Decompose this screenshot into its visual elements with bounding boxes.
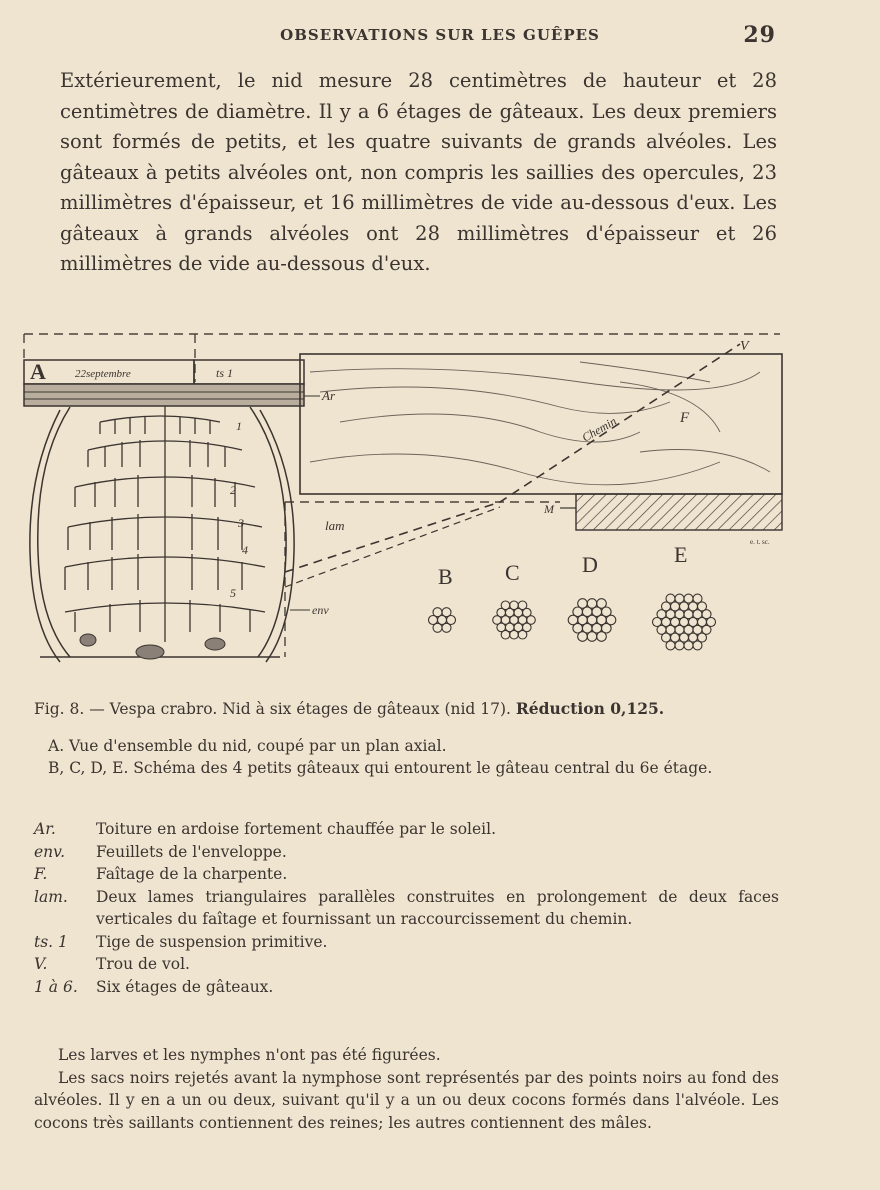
- comb-schematic-b: [429, 608, 456, 633]
- paragraph-text: Extérieurement, le nid mesure 28 centimètres de hauteur et 28 centimètres de diamètre. Il y a 6 étages de gâteaux. Les deux premiers sont formés de petits, et les quatre suivants de grands alvéoles. Les gâteaux à petits alvéoles ont, non compris les saillies des opercules, 23 millimètres d'épaisseur, et 16 millimètres de vide au-dessous d'eux. Les gâteaux à grands alvéoles ont 28 millimètres d'épaisseur et 26 millimètres de vide au-dessous d'eux.: [60, 69, 777, 275]
- legend-row: [34, 976, 779, 999]
- label-E: E: [674, 542, 688, 567]
- label-box-a: [24, 360, 304, 384]
- hatched-support: [576, 494, 782, 530]
- comb-cell: [510, 601, 519, 610]
- comb-cell: [587, 599, 597, 609]
- comb-schematic-c: [493, 601, 536, 639]
- nest-envelope: [30, 407, 294, 662]
- beam-faitage: [300, 354, 782, 494]
- legend-desc: Six étages de gâteaux.: [96, 977, 274, 996]
- tier-number-5: 5: [230, 586, 236, 600]
- label-B: B: [438, 564, 453, 589]
- legend-row: [34, 886, 779, 931]
- pendant-cells: [80, 634, 225, 659]
- label-A: A: [30, 359, 46, 384]
- label-scale: e. t. sc.: [750, 538, 770, 546]
- label-chemin: Chemin: [579, 413, 619, 445]
- label-date: 22septembre: [75, 368, 131, 380]
- figure-caption: [34, 698, 779, 720]
- nest-diagram-svg: [20, 322, 790, 674]
- tier-number-2: 2: [230, 483, 236, 497]
- figure-notes: [34, 1044, 779, 1134]
- label-ts1: ts 1: [216, 366, 234, 380]
- label-f: F: [680, 410, 690, 426]
- caption-species: Vespa crabro.: [109, 700, 218, 718]
- legend-abbr: F.: [34, 865, 48, 883]
- comb-schematic-d: [568, 599, 616, 642]
- label-m: M: [544, 502, 554, 516]
- legend-desc: Faîtage de la charpente.: [96, 865, 288, 883]
- caption-fig-label: Fig. 8. —: [34, 700, 105, 718]
- caption-reduction: Réduction 0,125.: [515, 699, 665, 718]
- legend-desc: Trou de vol.: [96, 955, 190, 973]
- figure-nest-diagram: [20, 322, 790, 674]
- figure-legend: [34, 818, 779, 998]
- combs: [65, 406, 265, 642]
- running-head: [0, 22, 880, 48]
- label-C: C: [505, 560, 520, 585]
- roof-slab: [24, 384, 304, 406]
- label-lam: lam: [325, 518, 345, 533]
- comb-cell: [675, 594, 684, 603]
- note-paragraph: Les larves et les nymphes n'ont pas été figurées.: [58, 1046, 441, 1064]
- comb-cell: [684, 594, 693, 603]
- legend-desc: Deux lames triangulaires parallèles construites en prolongement de deux faces verticales du faîtage et fournissant un raccourcissement du chemin.: [96, 887, 779, 928]
- comb-cell: [510, 630, 519, 639]
- sublist-item: A. Vue d'ensemble du nid, coupé par un plan axial.: [48, 737, 447, 755]
- caption-text: Nid à six étages de gâteaux (nid 17).: [222, 700, 511, 718]
- legend-row: [34, 841, 779, 864]
- legend-row: [34, 931, 779, 954]
- legend-row: [34, 818, 779, 841]
- comb-cell: [518, 630, 527, 639]
- chemin-path: [285, 344, 740, 572]
- comb-cell: [587, 632, 597, 642]
- label-v: V: [740, 339, 749, 354]
- comb-cell: [442, 623, 451, 632]
- page-number: 29: [743, 22, 776, 48]
- legend-desc: Tige de suspension primitive.: [96, 932, 328, 951]
- caption-sublist: [48, 736, 778, 779]
- legend-abbr: lam.: [34, 887, 68, 906]
- legend-abbr: Ar.: [34, 820, 56, 838]
- comb-cell: [684, 641, 693, 650]
- legend-abbr: 1 à 6.: [34, 977, 78, 996]
- comb-cell: [662, 602, 671, 611]
- label-ar: Ar: [322, 388, 335, 403]
- comb-cell: [675, 641, 684, 650]
- comb-cell: [429, 616, 438, 625]
- sublist-item: B, C, D, E. Schéma des 4 petits gâteaux qui entourent le gâteau central du 6e étage.: [48, 758, 713, 777]
- comb-cell: [597, 632, 607, 642]
- tier-number-3: 3: [238, 516, 244, 530]
- legend-desc: Toiture en ardoise fortement chauffée par le soleil.: [96, 820, 497, 838]
- tier-number-4: 4: [242, 543, 248, 557]
- tier-number-1: 1: [236, 419, 242, 433]
- legend-abbr: V.: [34, 955, 48, 973]
- comb-cell: [497, 608, 506, 617]
- label-D: D: [582, 552, 598, 577]
- running-title: OBSERVATIONS SUR LES GUÊPES: [280, 26, 600, 44]
- comb-cell: [573, 607, 583, 617]
- legend-abbr: env.: [34, 842, 65, 861]
- legend-row: [34, 953, 779, 976]
- legend-abbr: ts. 1: [34, 932, 68, 951]
- comb-cell: [693, 641, 702, 650]
- body-paragraph: [32, 66, 777, 280]
- legend-row: [34, 863, 779, 886]
- legend-desc: Feuillets de l'enveloppe.: [96, 842, 287, 861]
- note-paragraph: Les sacs noirs rejetés avant la nymphose sont représentés par des points noirs au fond des alvéoles. Il y en a un ou deux, suivant qu'il y a un ou deux cocons formés dans l'alvéole. Les cocons très saillants contiennent des reines; les autres contiennent des mâles.: [34, 1068, 779, 1132]
- comb-schematic-e: [653, 594, 716, 650]
- label-env: env: [312, 603, 329, 617]
